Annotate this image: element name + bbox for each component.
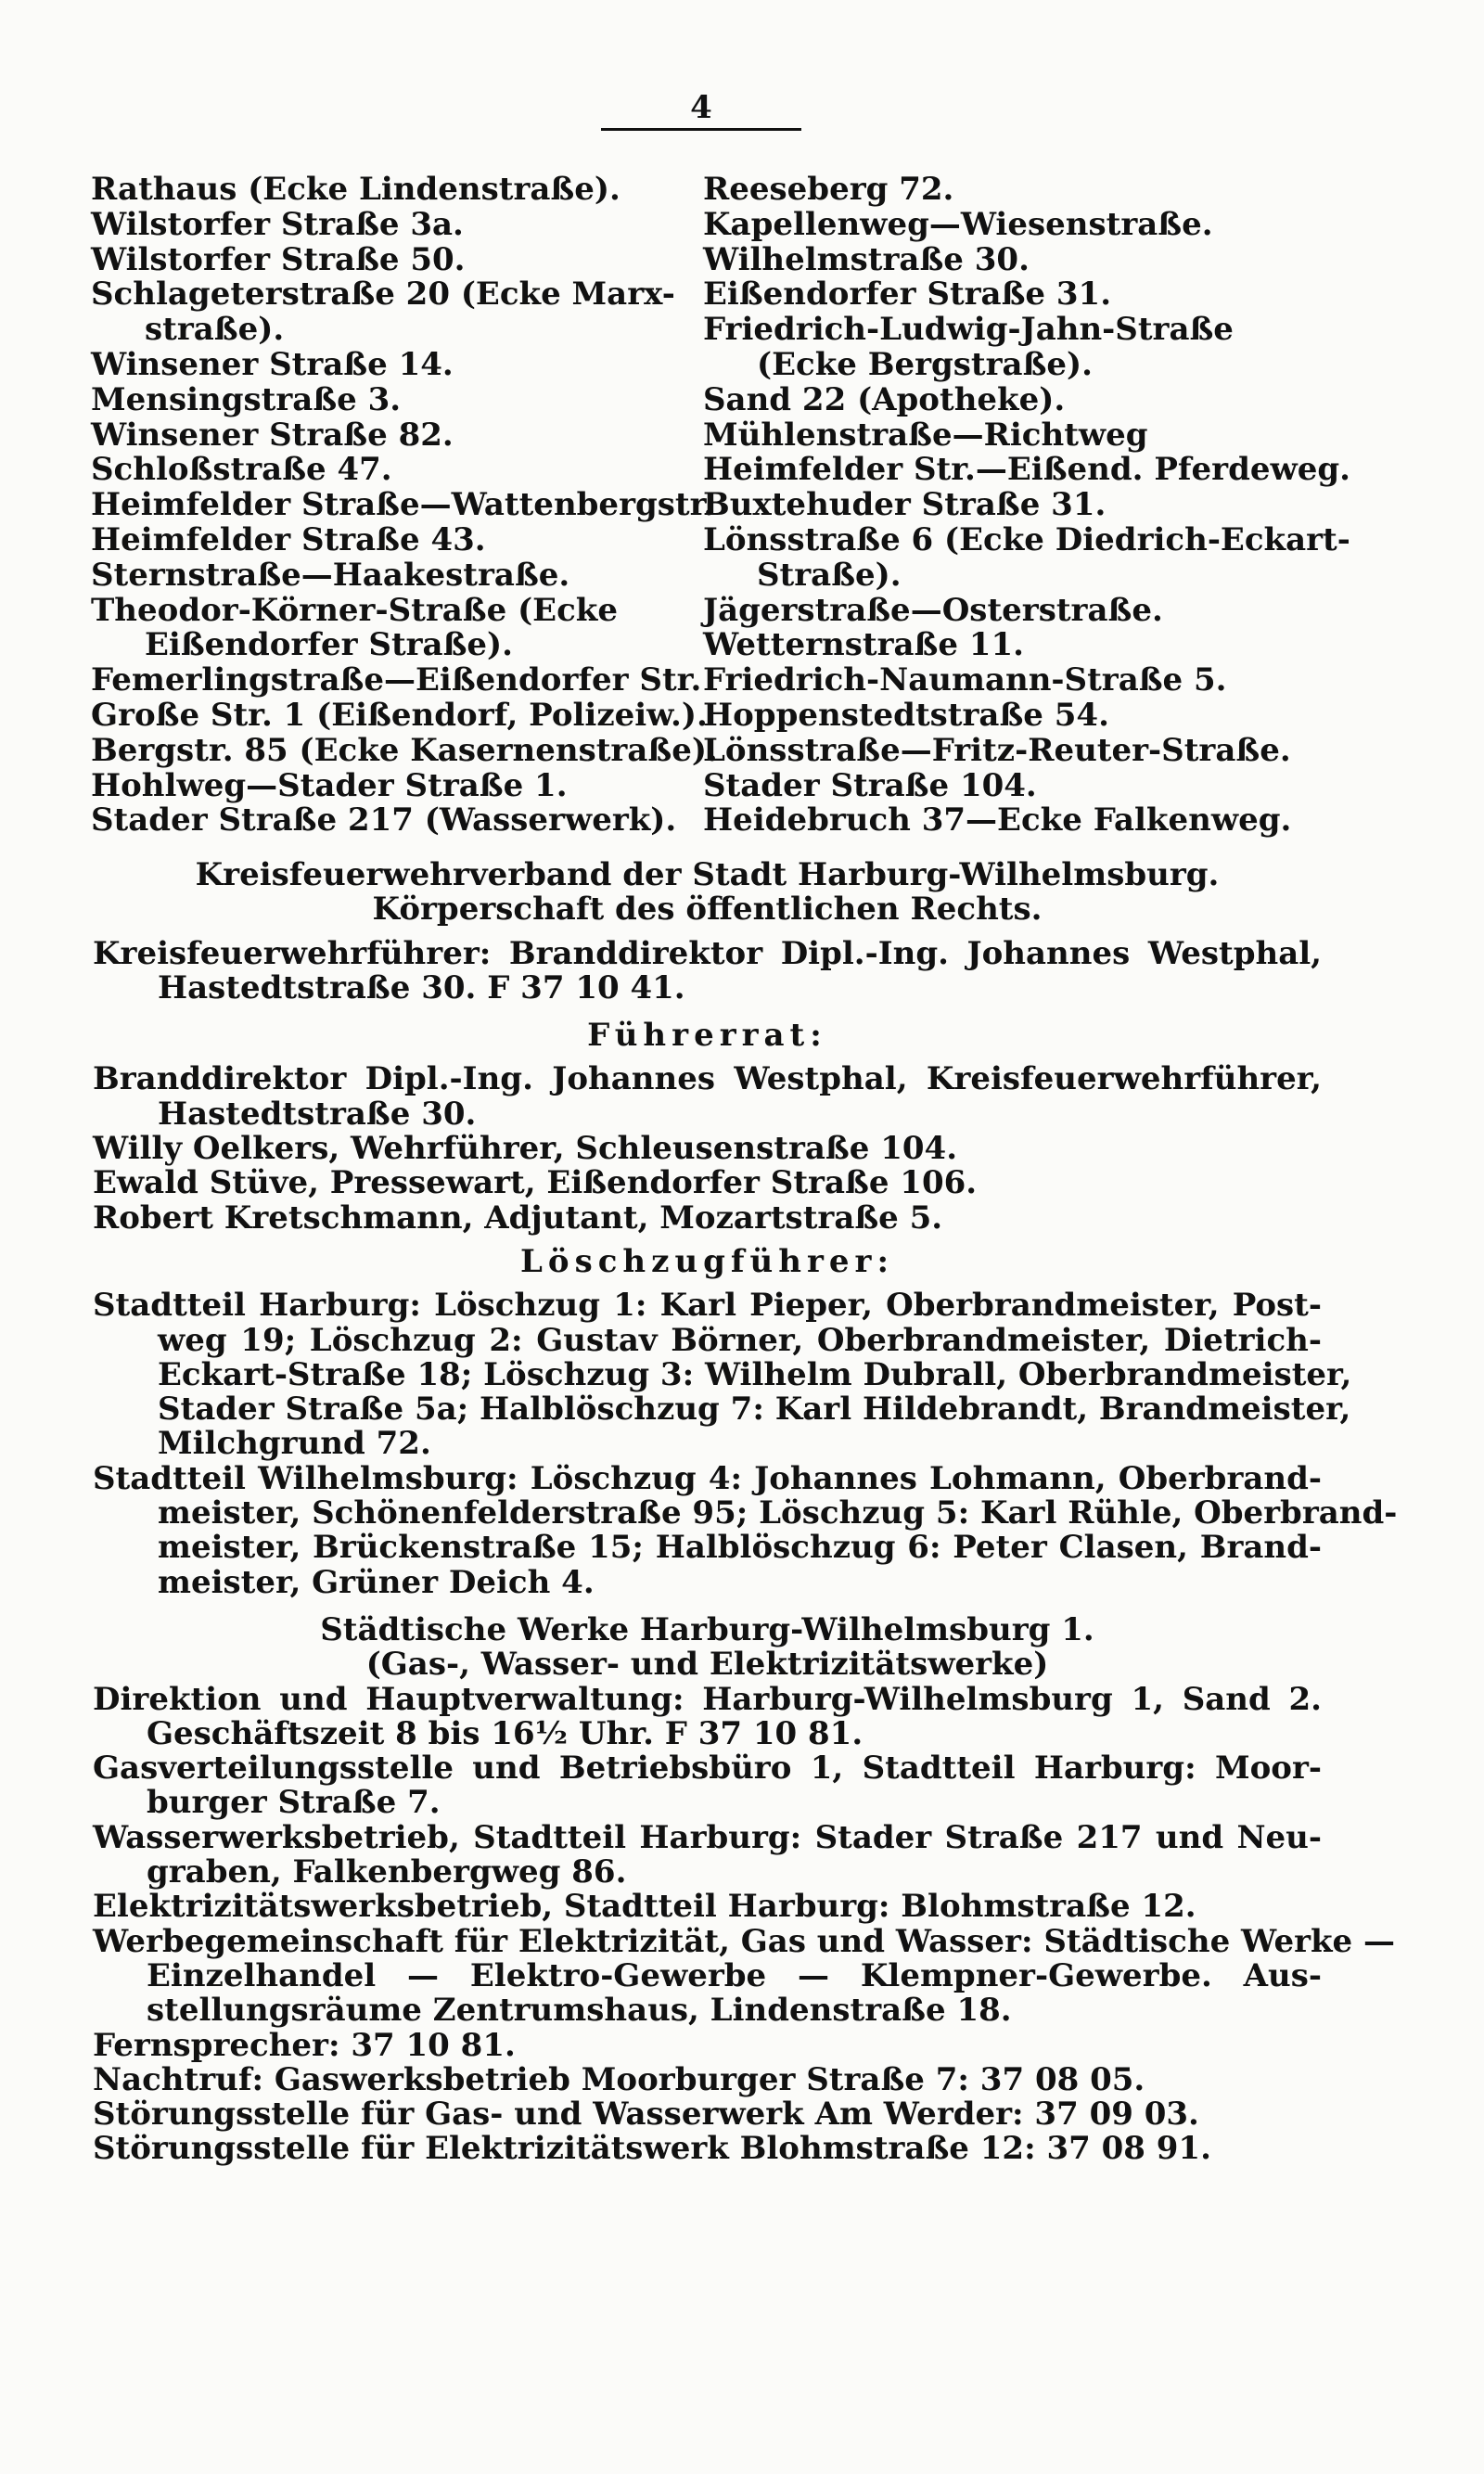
kfv-title: Kreisfeuerwehrverband der Stadt Harburg-Wilhelmsburg. <box>195 856 1220 893</box>
loeschzug-wilhelmsburg-line: meister, Brückenstraße 15; Halblöschzug 6: Peter Clasen, Brand- <box>158 1529 1322 1567</box>
address-entry: Winsener Straße 14. <box>91 345 454 383</box>
kfv-leader-line: Kreisfeuerwehrführer: Branddirektor Dipl.-Ing. Johannes Westphal, <box>93 934 1322 972</box>
werke-werbe-line: stellungsräume Zentrumshaus, Lindenstraße 18. <box>147 1992 1012 2030</box>
werke-direktion-line: Direktion und Hauptverwaltung: Harburg-Wilhelmsburg 1, Sand 2. <box>93 1680 1322 1718</box>
address-entry-continuation: (Ecke Bergstraße). <box>757 345 1093 383</box>
address-entry: Schlageterstraße 20 (Ecke Marx- <box>91 276 675 314</box>
werke-nachtruf: Nachtruf: Gaswerksbetrieb Moorburger Straße 7: 37 08 05. <box>93 2060 1145 2098</box>
address-entry: Kapellenweg—Wiesenstraße. <box>703 205 1213 243</box>
address-entry: Sternstraße—Haakestraße. <box>91 556 570 594</box>
werke-title: Städtische Werke Harburg-Wilhelmsburg 1. <box>320 1610 1094 1648</box>
fuehrerrat-line: Ewald Stüve, Pressewart, Eißendorfer Straße 106. <box>93 1164 978 1202</box>
address-entry: Wilhelmstraße 30. <box>703 240 1030 278</box>
werke-gas-line: Gasverteilungsstelle und Betriebsbüro 1, Stadtteil Harburg: Moor- <box>93 1750 1322 1788</box>
address-entry-continuation: Eißendorfer Straße). <box>145 626 513 664</box>
address-entry: Eißendorfer Straße 31. <box>703 276 1112 314</box>
kfv-subtitle: Körperschaft des öffentlichen Rechts. <box>372 891 1043 929</box>
address-entry: Mensingstraße 3. <box>91 380 402 418</box>
address-entry: Große Str. 1 (Eißendorf, Polizeiw.). <box>91 696 708 734</box>
address-entry: Wilstorfer Straße 3a. <box>91 205 464 243</box>
werke-wasser-line: Wasserwerksbetrieb, Stadtteil Harburg: Stader Straße 217 und Neu- <box>93 1818 1322 1856</box>
werke-gas-line: burger Straße 7. <box>147 1784 441 1822</box>
address-entry: Lönsstraße—Fritz-Reuter-Straße. <box>703 731 1291 769</box>
address-entry: Jägerstraße—Osterstraße. <box>703 591 1163 629</box>
werke-werbe-line: Einzelhandel — Elektro-Gewerbe — Klempner-Gewerbe. Aus- <box>147 1956 1322 1994</box>
address-entry: Lönsstraße 6 (Ecke Diedrich-Eckart- <box>703 520 1350 558</box>
werke-wasser-line: graben, Falkenbergweg 86. <box>147 1853 627 1891</box>
main-text <box>93 856 1398 2168</box>
address-entry: Friedrich-Ludwig-Jahn-Straße <box>703 311 1234 349</box>
address-entry: Hoppenstedtstraße 54. <box>703 696 1109 734</box>
loeschzug-harburg-line: Stader Straße 5a; Halblöschzug 7: Karl Hildebrandt, Brandmeister, <box>158 1391 1351 1429</box>
fuehrerrat-heading: Führerrat: <box>587 1017 827 1055</box>
address-entry: Buxtehuder Straße 31. <box>703 486 1107 524</box>
address-entry: Heimfelder Str.—Eißend. Pferdeweg. <box>703 451 1350 489</box>
address-entry: Schloßstraße 47. <box>91 451 392 489</box>
loeschzug-wilhelmsburg-line: meister, Grüner Deich 4. <box>158 1563 595 1601</box>
address-entry: Rathaus (Ecke Lindenstraße). <box>91 171 620 208</box>
loeschzug-harburg-line: Milchgrund 72. <box>158 1425 431 1463</box>
address-entry: Hohlweg—Stader Straße 1. <box>91 766 568 804</box>
werke-elektro-line: Elektrizitätswerksbetrieb, Stadtteil Harburg: Blohmstraße 12. <box>93 1888 1196 1926</box>
address-entry-continuation: straße). <box>145 311 285 349</box>
address-entry: Bergstr. 85 (Ecke Kasernenstraße). <box>91 731 718 769</box>
werke-fernsprecher: Fernsprecher: 37 10 81. <box>93 2026 516 2064</box>
address-entry-continuation: Straße). <box>757 556 902 594</box>
werke-stoerung-gas: Störungsstelle für Gas- und Wasserwerk Am Werder: 37 09 03. <box>93 2096 1199 2134</box>
fuehrerrat-line: Hastedtstraße 30. <box>158 1095 477 1133</box>
page-number: 4 <box>601 89 801 131</box>
fuehrerrat-line: Branddirektor Dipl.-Ing. Johannes Westphal, Kreisfeuerwehrführer, <box>93 1060 1322 1098</box>
werke-direktion-line: Geschäftszeit 8 bis 16½ Uhr. F 37 10 81. <box>147 1714 864 1752</box>
loeschzug-harburg-line: Stadtteil Harburg: Löschzug 1: Karl Pieper, Oberbrandmeister, Post- <box>93 1287 1322 1325</box>
address-entry: Reeseberg 72. <box>703 171 954 208</box>
address-entry: Heimfelder Straße—Wattenbergstr. <box>91 486 715 524</box>
loeschzug-wilhelmsburg-line: Stadtteil Wilhelmsburg: Löschzug 4: Johannes Lohmann, Oberbrand- <box>93 1459 1322 1497</box>
address-column-right <box>703 173 1352 839</box>
address-entry: Mühlenstraße—Richtweg <box>703 416 1148 454</box>
address-entry: Friedrich-Naumann-Straße 5. <box>703 661 1227 699</box>
werke-werbe-line: Werbegemeinschaft für Elektrizität, Gas und Wasser: Städtische Werke — <box>93 1922 1396 1960</box>
address-entry: Heidebruch 37—Ecke Falkenweg. <box>703 801 1292 840</box>
address-entry: Wilstorfer Straße 50. <box>91 240 466 278</box>
address-entry: Femerlingstraße—Eißendorfer Str. <box>91 661 702 699</box>
address-entry: Stader Straße 104. <box>703 766 1037 804</box>
werke-stoerung-elektro: Störungsstelle für Elektrizitätswerk Blohmstraße 12: 37 08 91. <box>93 2130 1211 2168</box>
address-entry: Winsener Straße 82. <box>91 416 454 454</box>
address-column-left <box>91 171 718 840</box>
address-entry: Sand 22 (Apotheke). <box>703 380 1066 418</box>
loeschzug-harburg-line: Eckart-Straße 18; Löschzug 3: Wilhelm Dubrall, Oberbrandmeister, <box>158 1355 1352 1393</box>
address-entry: Theodor-Körner-Straße (Ecke <box>91 591 618 629</box>
address-entry: Stader Straße 217 (Wasserwerk). <box>91 801 677 840</box>
kfv-leader-address: Hastedtstraße 30. F 37 10 41. <box>158 968 685 1006</box>
werke-subtitle: (Gas-, Wasser- und Elektrizitätswerke) <box>365 1646 1049 1684</box>
loeschzug-harburg-line: weg 19; Löschzug 2: Gustav Börner, Oberbrandmeister, Dietrich- <box>158 1321 1322 1359</box>
address-entry: Heimfelder Straße 43. <box>91 520 486 558</box>
fuehrerrat-line: Robert Kretschmann, Adjutant, Mozartstraße 5. <box>93 1199 943 1237</box>
address-entry: Wetternstraße 11. <box>703 626 1024 664</box>
loeschzug-wilhelmsburg-line: meister, Schönenfelderstraße 95; Löschzug 5: Karl Rühle, Oberbrand- <box>158 1494 1398 1532</box>
fuehrerrat-line: Willy Oelkers, Wehrführer, Schleusenstraße 104. <box>93 1130 958 1168</box>
loeschzug-heading: Löschzugführer: <box>519 1242 895 1280</box>
